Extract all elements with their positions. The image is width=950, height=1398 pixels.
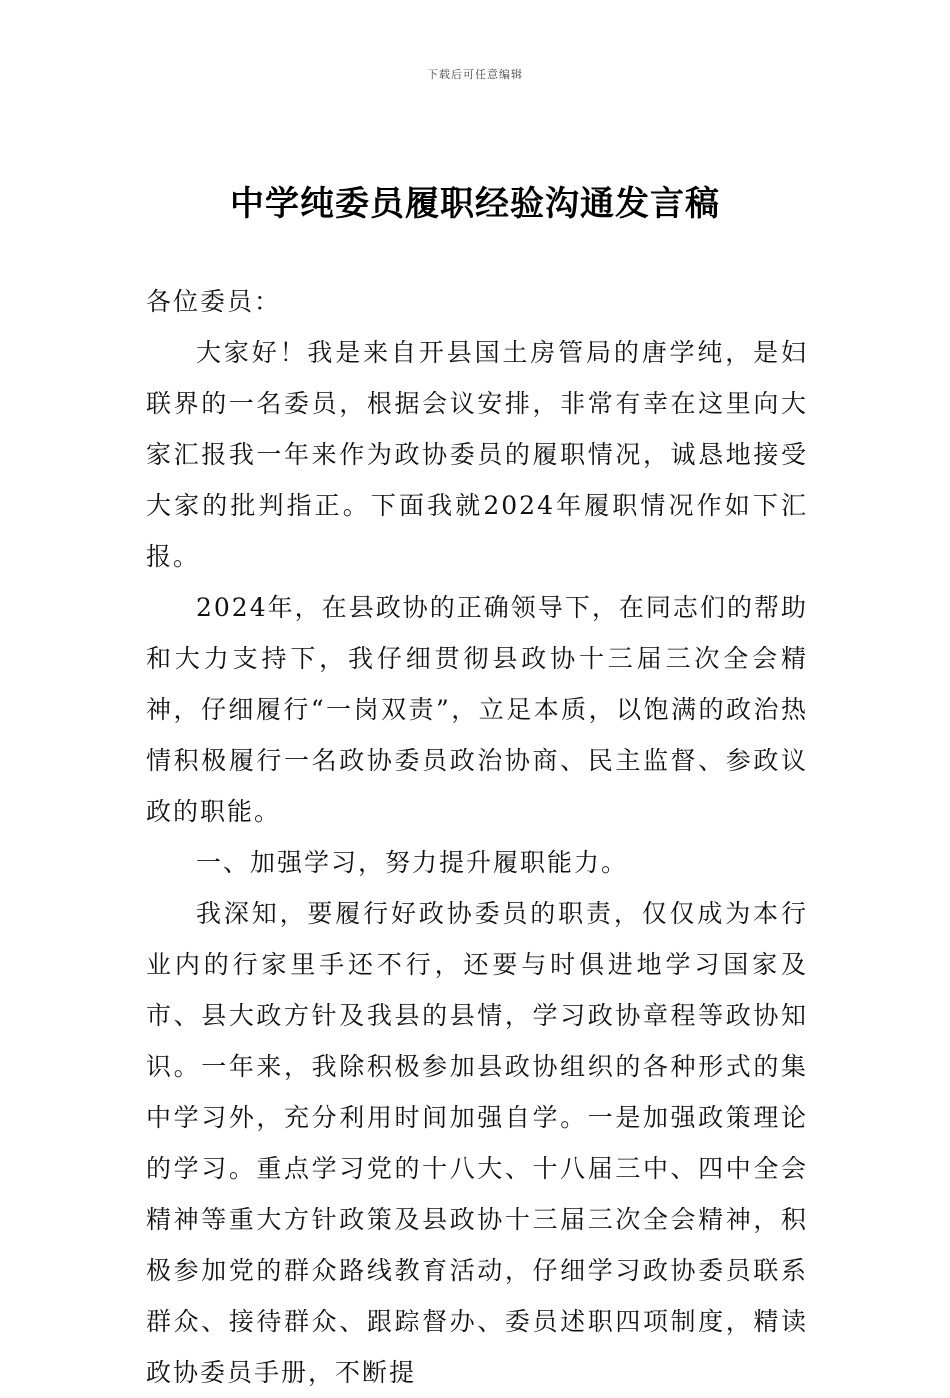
paragraph-study: 我深知，要履行好政协委员的职责，仅仅成为本行业内的行家里手还不行，还要与时俱进地学习国家及市、县大政方针及我县的县情，学习政协章程等政协知识。一年来，我除积极参加县政协组织的各种形式的集中学习外，充分利用时间加强自学。一是加强政策理论的学习。重点学习党的十八大、十八届三中、四中全会精神等重大方针政策及县政协十三届三次全会精神，积极参加党的群众路线教育活动，仔细学习政协委员联系群众、接待群众、跟踪督办、委员述职四项制度，精读政协委员手册，不断提 xyxy=(146,899,808,1387)
header-note: 下载后可任意编辑 xyxy=(427,68,523,81)
document-body xyxy=(146,276,808,1398)
paragraph-overview: 2024年，在县政协的正确领导下，在同志们的帮助和大力支持下，我仔细贯彻县政协十三届三次全会精神，仔细履行“一岗双责”，立足本质，以饱满的政治热情积极履行一名政协委员政治协商、民主监督、参政议政的职能。 xyxy=(146,593,808,826)
paragraph-greeting: 大家好！我是来自开县国土房管局的唐学纯，是妇联界的一名委员，根据会议安排，非常有幸在这里向大家汇报我一年来作为政协委员的履职情况，诚恳地接受大家的批判指正。下面我就2024年履职情况作如下汇报。 xyxy=(146,338,808,571)
salutation: 各位委员： xyxy=(146,287,282,316)
section-heading-1: 一、加强学习，努力提升履职能力。 xyxy=(196,848,629,877)
document-title: 中学纯委员履职经验沟通发言稿 xyxy=(230,184,720,224)
